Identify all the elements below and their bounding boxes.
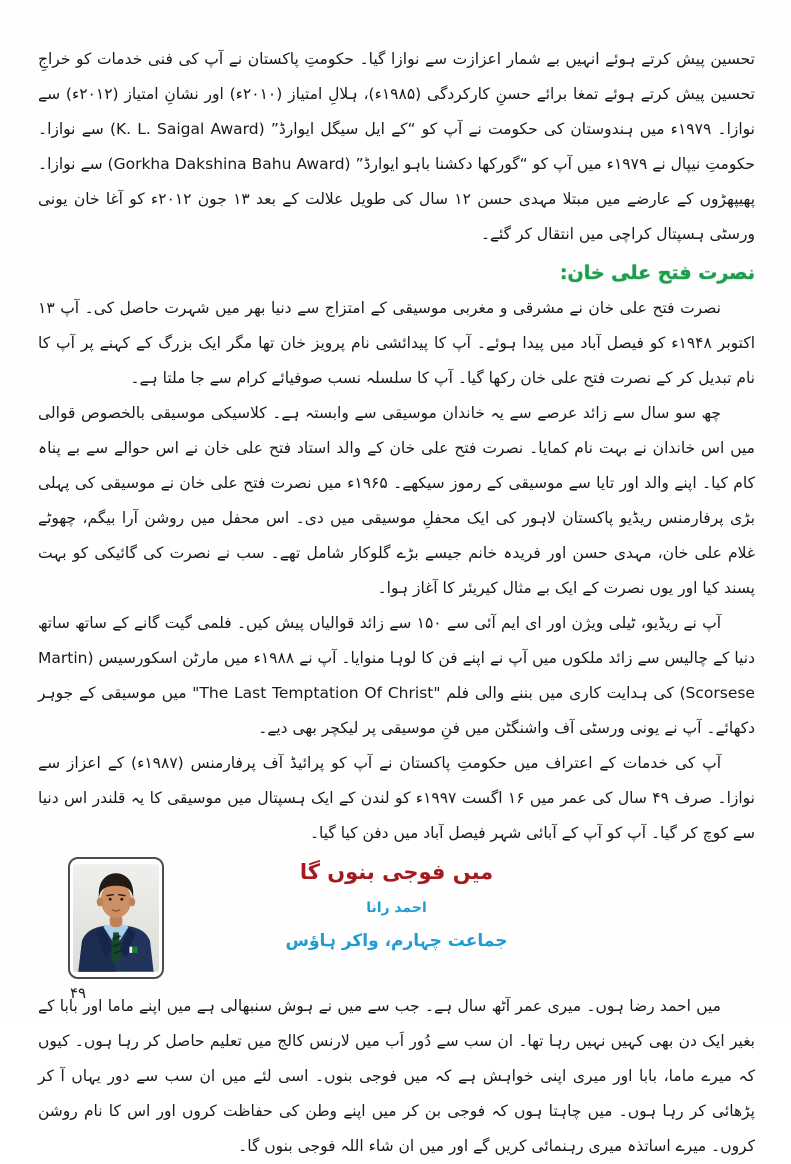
intro-paragraph: تحسین پیش کرتے ہوئے انہیں بے شمار اعزازت سے نوازا گیا۔ حکومتِ پاکستان نے آپ کی فنی خدمات کو خراجِ تحسین پیش کرتے ہوئے تمغا برائے حسنِ کارکردگی (۱۹۸۵ء)، ہلالِ امتیاز (۲۰۱۰ء) اور نشانِ امتیاز (۲۰۱۲ء) سے نوازا۔ ۱۹۷۹ء میں ہندوستان کی حکومت نے آپ کو “کے ایل سیگل ایوارڈ” (K. L. Saigal Award) سے نوازا۔ حکومتِ نیپال نے ۱۹۷۹ء میں آپ کو “گورکھا دکشنا باہو ایوارڈ” (Gorkha Dakshina Bahu Award) سے نوازا۔ پھیپھڑوں کے عارضے میں مبتلا مہدی حسن ۱۲ سال کی طویل علالت کے بعد ۱۳ جون ۲۰۱۲ء کو آغا خان یونی ورسٹی ہسپتال کراچی میں انتقال کر گئے۔	[38, 50, 756, 243]
nusrat-paragraph-2: چھ سو سال سے زائد عرصے سے یہ خاندان موسیقی سے وابستہ ہے۔ کلاسیکی موسیقی بالخصوص قوالی میں اس خاندان نے بہت نام کمایا۔ نصرت فتح علی خان کے والد استاد فتح علی خان نے اس حوالے سے بے پناہ کام کیا۔ اپنے والد اور تایا سے موسیقی کے رموز سیکھے۔ ۱۹۶۵ء میں نصرت فتح علی خان نے موسیقی کی پہلی بڑی پرفارمنس ریڈیو پاکستان لاہور کی ایک محفلِ موسیقی میں دی۔ اس محفل میں روشن آرا بیگم، چھوٹے غلام علی خان، مہدی حسن اور فریدہ خانم جیسے بڑے گلوکار شامل تھے۔ سب نے نصرت کی گائیکی کو بہت پسند کیا اور یوں نصرت کے ایک بے مثال کیریئر کا آغاز ہوا۔	[38, 404, 755, 597]
article-title: میں فوجی بنوں گا	[299, 860, 494, 884]
author-class-house: جماعت چہارم، واکر ہاؤس	[285, 931, 508, 951]
fauji-paragraph: میں احمد رضا ہوں۔ میری عمر آٹھ سال ہے۔ جب سے میں نے ہوش سنبھالی ہے میں اپنے ماما اور بابا کے بغیر ایک دن بھی کہیں نہیں رہا تھا۔ ان سب سے دُور اَب میں لارنس کالج میں تعلیم حاصل کر رہا ہوں۔ کیوں کہ میرے ماما، بابا اور میری اپنی خواہش ہے کہ میں فوجی بنوں۔ اسی لئے میں ان سب سے دور یہاں آ کر پڑھائی کر رہا ہوں۔ میں چاہتا ہوں کہ فوجی بن کر میں اپنے وطن کی حفاظت کروں اور اس کا نام روشن کروں۔ میرے اساتذہ میری رہنمائی کریں گے اور میں ان شاء اللہ فوجی بنوں گا۔	[38, 997, 755, 1155]
author-name: احمد رانا	[366, 900, 427, 916]
nusrat-paragraph-1: نصرت فتح علی خان نے مشرقی و مغربی موسیقی کے امتزاج سے دنیا بھر میں شہرت حاصل کی۔ آپ ۱۳ اکتوبر ۱۹۴۸ء کو فیصل آباد میں پیدا ہوئے۔ آپ کا پیدائشی نام پرویز خان تھا مگر ایک بزرگ کے کہنے پر آپ کا نام تبدیل کر کے نصرت فتح علی خان رکھا گیا۔ آپ کا سلسلہ نسب صوفیائے کرام سے جا ملتا ہے۔	[38, 299, 755, 387]
article-title-block	[38, 855, 755, 955]
nusrat-paragraph-4: آپ کی خدمات کے اعتراف میں حکومتِ پاکستان نے آپ کو پرائیڈ آف پرفارمنس (۱۹۸۷ء) کے اعزاز سے نوازا۔ صرف ۴۹ سال کی عمر میں ۱۶ اگست ۱۹۹۷ء کو لندن کے ایک ہسپتال میں موسیقی کا یہ قلندر اس دنیا سے کوچ کر گیا۔ آپ کو آپ کے آبائی شہر فیصل آباد میں دفن کیا گیا۔	[38, 754, 755, 842]
section-heading-nusrat-fateh-ali-khan: نصرت فتح علی خان:	[559, 262, 755, 284]
page-content	[38, 42, 755, 1164]
article-header	[38, 855, 755, 987]
page-number: ۴۹	[70, 984, 87, 1002]
nusrat-paragraph-3: آپ نے ریڈیو، ٹیلی ویژن اور ای ایم آئی سے ۱۵۰ سے زائد قوالیاں پیش کیں۔ فلمی گیت گانے کے ساتھ ساتھ دنیا کے چالیس سے زائد ملکوں میں آپ نے اپنے فن کا لوہا منوایا۔ آپ نے ۱۹۸۸ء میں مارٹن اسکورسیس (Martin Scorsese) کی ہدایت کاری میں بننے والی فلم "The Last Temptation Of Christ" میں موسیقی کے جوہر دکھائے۔ آپ نے یونی ورسٹی آف واشنگٹن میں فنِ موسیقی پر لیکچر بھی دیے۔	[38, 614, 755, 737]
